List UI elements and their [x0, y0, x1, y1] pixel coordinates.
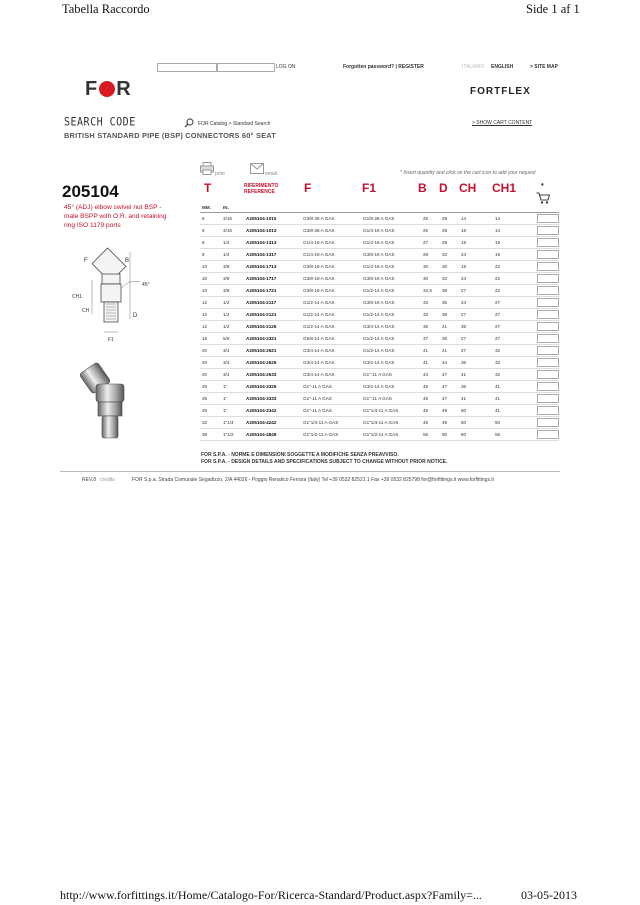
breadcrumb[interactable]: FOR Catalog > Standard Search: [198, 121, 271, 127]
forgotten-password-link[interactable]: Forgotten password? | REGISTER: [343, 64, 424, 70]
print-link[interactable]: print: [215, 171, 225, 177]
cell-reference: A205104-1717: [244, 273, 301, 285]
cell-in: 1/4: [221, 249, 244, 261]
note-italian: FOR S.P.A. - NORME E DIMENSIONI SOGGETTE A MODIFICHE SENZA PREAVVISO.: [201, 452, 399, 458]
cell-b: 30: [421, 261, 440, 273]
quantity-hint: * Insert quantity and click on the cart icon to add your request: [400, 170, 536, 176]
quantity-input[interactable]: [537, 358, 559, 367]
cell-d: 28: [440, 225, 459, 237]
cell-reference: A205104-3333: [244, 393, 301, 405]
cell-f: G1"-11 A GAS: [301, 405, 361, 417]
drawing-label-ch1: CH1: [72, 294, 83, 300]
table-row: [200, 273, 559, 285]
drawing-label-f: F: [84, 258, 88, 264]
cell-mm: 6: [200, 213, 221, 225]
cell-ch: 24: [459, 273, 493, 285]
cell-ch: 60: [459, 429, 493, 441]
drawing-label-d: D: [133, 313, 138, 319]
cell-d: 30: [440, 261, 459, 273]
cell-ch1: 41: [493, 405, 533, 417]
cell-f1: G1/2-14 A GAS: [361, 285, 421, 297]
cell-b: 44: [421, 369, 440, 381]
show-cart-link[interactable]: > SHOW CART CONTENT: [472, 120, 533, 126]
cell-mm: 12: [200, 297, 221, 309]
quantity-cell: [533, 273, 559, 285]
language-english[interactable]: ENGLISH: [491, 64, 514, 70]
cell-mm: 12: [200, 309, 221, 321]
technical-drawing: [70, 244, 170, 352]
cell-in: 1"1/2: [221, 429, 244, 441]
cell-ch1: 22: [493, 273, 533, 285]
cell-reference: A205104-4848: [244, 429, 301, 441]
cell-mm: 6: [200, 225, 221, 237]
cell-mm: 10: [200, 273, 221, 285]
table-row: [200, 369, 559, 381]
quantity-cell: [533, 249, 559, 261]
cell-f1: G1/2-14 A GAS: [361, 309, 421, 321]
magnifier-icon: [184, 118, 194, 128]
cell-reference: A205104-1713: [244, 261, 301, 273]
header-b: B: [418, 181, 427, 195]
cell-in: 3/8: [221, 273, 244, 285]
language-italian[interactable]: ITALIANO: [462, 64, 485, 70]
cell-f: G1/2-14 A GAS: [301, 297, 361, 309]
quantity-cell: [533, 225, 559, 237]
cell-ch1: 22: [493, 285, 533, 297]
cell-f: G3/4-14 A GAS: [301, 345, 361, 357]
cell-in: 3/8: [221, 261, 244, 273]
cell-reference: A205104-2633: [244, 369, 301, 381]
cell-ch1: 32: [493, 369, 533, 381]
cell-reference: A205104-3342: [244, 405, 301, 417]
cell-ch1: 50: [493, 417, 533, 429]
cell-b: 33: [421, 309, 440, 321]
cell-d: 28: [440, 237, 459, 249]
table-row: [200, 381, 559, 393]
cell-ch: 27: [459, 285, 493, 297]
cell-ch1: 41: [493, 381, 533, 393]
cell-f: G1"-11 A GAS: [301, 381, 361, 393]
notes-block: [201, 452, 447, 465]
quantity-cell: [533, 405, 559, 417]
table-row: [200, 297, 559, 309]
quantity-cell: [533, 297, 559, 309]
for-logo[interactable]: [85, 78, 132, 101]
cell-reference: A205104-2321: [244, 333, 301, 345]
header-f1: F1: [362, 181, 377, 195]
cell-f1: G3/8-19 A GAS: [361, 249, 421, 261]
cell-ch1: 19: [493, 237, 533, 249]
cell-b: 46: [421, 405, 440, 417]
cell-f1: G1/4-19 A GAS: [361, 225, 421, 237]
cell-d: 36: [440, 333, 459, 345]
cell-reference: A205104-3326: [244, 381, 301, 393]
password-input[interactable]: [217, 63, 275, 72]
quantity-input[interactable]: [537, 238, 559, 247]
cell-f: G3/8-19 A GAS: [301, 261, 361, 273]
cell-in: 3/8: [221, 285, 244, 297]
cell-reference: A205104-1313: [244, 237, 301, 249]
print-date: 03-05-2013: [521, 888, 577, 902]
cell-b: 32,5: [421, 285, 440, 297]
cell-f1: G1/4-19 A GAS: [361, 261, 421, 273]
cell-f1: G1/2-14 A GAS: [361, 345, 421, 357]
header-ch: CH: [459, 181, 477, 195]
cell-mm: 25: [200, 381, 221, 393]
cell-f: G1/4-19 A GAS: [301, 237, 361, 249]
cell-ch: 50: [459, 417, 493, 429]
cell-reference: A205104-1721: [244, 285, 301, 297]
quantity-cell: [533, 417, 559, 429]
header-d: D: [439, 181, 448, 195]
cell-f1: G3/4-14 A GAS: [361, 321, 421, 333]
cell-f1: G1"-11 A GAS: [361, 393, 421, 405]
cell-mm: 10: [200, 285, 221, 297]
cell-in: 1": [221, 393, 244, 405]
cell-mm: 20: [200, 345, 221, 357]
cell-in: 3/4: [221, 345, 244, 357]
cell-ch1: 55: [493, 429, 533, 441]
cell-reference: A205104-1010: [244, 213, 301, 225]
cell-in: 3/4: [221, 357, 244, 369]
column-mm: MM.: [200, 203, 221, 213]
product-code: 205104: [62, 182, 119, 201]
quantity-input[interactable]: [537, 298, 559, 307]
print-page-number: Side 1 af 1: [526, 2, 580, 16]
cell-f1: G3/4-14 A GAS: [361, 357, 421, 369]
email-icon[interactable]: [250, 163, 264, 174]
cell-f1: G1"1/2-11 A GAS: [361, 429, 421, 441]
quantity-input[interactable]: [537, 310, 559, 319]
header-t: T: [204, 181, 212, 195]
cell-in: 1/2: [221, 309, 244, 321]
cell-f1: G1"-11 A GAS: [361, 369, 421, 381]
cell-ch: 19: [459, 225, 493, 237]
cell-ch: 24: [459, 297, 493, 309]
cell-ch: 27: [459, 333, 493, 345]
quantity-cell: [533, 333, 559, 345]
cell-f: G3/4-14 A GAS: [301, 369, 361, 381]
cell-in: 1/2: [221, 321, 244, 333]
cell-f1: G1/2-14 A GAS: [361, 333, 421, 345]
search-code-title: SEARCH CODE: [64, 116, 136, 129]
quantity-cell: [533, 237, 559, 249]
print-page-title: Tabella Raccordo: [62, 2, 150, 16]
column-in: IN.: [221, 203, 244, 213]
drawing-label-angle: 45°: [142, 282, 150, 288]
quantity-cell: [533, 345, 559, 357]
cell-ch: 19: [459, 237, 493, 249]
cell-b: 41: [421, 345, 440, 357]
cell-reference: A205104-1013: [244, 225, 301, 237]
table-row: [200, 357, 559, 369]
table-row: [200, 333, 559, 345]
cell-d: 49: [440, 405, 459, 417]
table-row: [200, 429, 559, 441]
cell-d: 38: [440, 309, 459, 321]
cell-mm: 16: [200, 333, 221, 345]
cell-ch: 36: [459, 381, 493, 393]
cell-ch1: 22: [493, 261, 533, 273]
fortflex-logo[interactable]: FORTFLEX: [470, 86, 531, 97]
cell-f1: G1"1/4-11 A GAS: [361, 405, 421, 417]
cell-mm: 20: [200, 357, 221, 369]
quantity-input[interactable]: [537, 214, 559, 223]
cell-b: 37: [421, 333, 440, 345]
quantity-cell: [533, 381, 559, 393]
product-photo: [78, 362, 140, 444]
cell-mm: 10: [200, 261, 221, 273]
table-row: [200, 261, 559, 273]
cell-ch: 27: [459, 309, 493, 321]
cell-f: G1"-11 A GAS: [301, 393, 361, 405]
cell-in: 3/4: [221, 369, 244, 381]
quantity-cell: [533, 309, 559, 321]
quantity-cell: [533, 213, 559, 225]
quantity-cell: [533, 369, 559, 381]
cell-ch: 27: [459, 345, 493, 357]
cell-reference: A205104-1317: [244, 249, 301, 261]
table-row: [200, 285, 559, 297]
cell-ch1: 27: [493, 297, 533, 309]
header-ch1: CH1: [492, 181, 517, 195]
quantity-input[interactable]: [537, 382, 559, 391]
product-table: [200, 203, 559, 441]
cell-mm: 20: [200, 369, 221, 381]
cell-in: 1/2: [221, 297, 244, 309]
cell-ch1: 14: [493, 225, 533, 237]
cell-d: 33: [440, 249, 459, 261]
cell-b: 33: [421, 297, 440, 309]
quantity-input[interactable]: [537, 262, 559, 271]
cell-mm: 8: [200, 237, 221, 249]
cell-d: 28: [440, 213, 459, 225]
login-link[interactable]: LOG ON: [276, 64, 296, 70]
cell-d: 44: [440, 357, 459, 369]
table-row: [200, 225, 559, 237]
cell-mm: 32: [200, 417, 221, 429]
email-link[interactable]: email: [265, 171, 277, 177]
cell-f1: G1/8-28 A GAS: [361, 213, 421, 225]
cell-b: 27: [421, 237, 440, 249]
cell-reference: A205104-2117: [244, 297, 301, 309]
cell-mm: 8: [200, 249, 221, 261]
table-row: [200, 417, 559, 429]
logo-letter-r: R: [116, 78, 132, 100]
cell-ch1: 32: [493, 357, 533, 369]
cell-b: 55: [421, 429, 440, 441]
cell-f: G3/8-19 A GAS: [301, 273, 361, 285]
quantity-cell: [533, 261, 559, 273]
cell-d: 41: [440, 321, 459, 333]
cell-in: 3/16: [221, 213, 244, 225]
table-row: [200, 249, 559, 261]
cell-ch: 41: [459, 369, 493, 381]
footer-divider: [60, 471, 560, 472]
cell-f: G3/8-28 A GAS: [301, 225, 361, 237]
cell-f1: G3/8-19 A GAS: [361, 297, 421, 309]
quantity-input[interactable]: [537, 418, 559, 427]
cell-f: G3/8-19 A GAS: [301, 285, 361, 297]
cell-b: 46: [421, 393, 440, 405]
cell-f1: G3/8-19 A GAS: [361, 273, 421, 285]
printer-icon[interactable]: [200, 162, 214, 175]
cell-ch: 36: [459, 321, 493, 333]
cell-ch1: 27: [493, 321, 533, 333]
quantity-input[interactable]: [537, 226, 559, 235]
cell-d: 38: [440, 285, 459, 297]
cell-in: 1": [221, 405, 244, 417]
cell-ch1: 41: [493, 393, 533, 405]
cell-b: 46: [421, 417, 440, 429]
cell-mm: 38: [200, 429, 221, 441]
cell-mm: 12: [200, 321, 221, 333]
cell-b: 46: [421, 381, 440, 393]
cell-reference: A205104-4242: [244, 417, 301, 429]
cell-f: G3/4-14 A GAS: [301, 357, 361, 369]
drawing-label-ch: CH: [82, 308, 90, 314]
company-address: FOR S.p.a. Strada Comunale Segadizzo, 2/A 44026 - Poggio Renatico Ferrara (Italy) Tel +39 0532 82521 1 Fax +39 0532 825798 for@forfittings.it www.forfittings.it: [132, 477, 494, 483]
cell-ch1: 32: [493, 345, 533, 357]
quantity-input[interactable]: [537, 394, 559, 403]
cell-in: 5/8: [221, 333, 244, 345]
cell-ch1: 19: [493, 249, 533, 261]
quantity-input[interactable]: [537, 430, 559, 439]
cell-b: 25: [421, 225, 440, 237]
note-english: FOR S.P.A. - DESIGN DETAILS AND SPECIFICATIONS SUBJECT TO CHANGE WITHOUT PRIOR NOTICE.: [201, 458, 448, 465]
cell-in: 1": [221, 381, 244, 393]
logo-o-icon: [99, 81, 115, 97]
cell-mm: 25: [200, 405, 221, 417]
cell-ch: 50: [459, 405, 493, 417]
cell-in: 1/4: [221, 237, 244, 249]
quantity-input[interactable]: [537, 406, 559, 415]
cell-ch1: 14: [493, 213, 533, 225]
sitemap-link[interactable]: > SITE MAP: [530, 64, 558, 70]
cell-b: 41: [421, 357, 440, 369]
cell-f1: G1"1/4-11 A GAS: [361, 417, 421, 429]
cell-d: 41: [440, 345, 459, 357]
table-row: [200, 237, 559, 249]
quantity-input[interactable]: [537, 334, 559, 343]
cell-b: 25: [421, 213, 440, 225]
cell-f: G3/8-28 A GAS: [301, 213, 361, 225]
cell-d: 47: [440, 393, 459, 405]
cell-reference: A205104-2126: [244, 321, 301, 333]
header-f: F: [304, 181, 312, 195]
table-row: [200, 393, 559, 405]
quantity-input[interactable]: [537, 286, 559, 295]
cell-reference: A205104-2626: [244, 357, 301, 369]
cell-f: G1/4-19 A GAS: [301, 249, 361, 261]
cell-d: 47: [440, 369, 459, 381]
cell-reference: A205104-2121: [244, 309, 301, 321]
table-row: [200, 213, 559, 225]
logo-letter-f: F: [85, 78, 99, 100]
cell-ch: 36: [459, 357, 493, 369]
product-description: 45° (ADJ) elbow swivel nut BSP - male BSPP with O.R. and retaining ring ISO 1179 ports: [64, 204, 167, 229]
cell-ch: 24: [459, 249, 493, 261]
header-reference: RIFERIMENTO REFERENCE: [244, 183, 279, 195]
cell-d: 47: [440, 381, 459, 393]
cell-d: 49: [440, 417, 459, 429]
cell-ch: 19: [459, 261, 493, 273]
table-row: [200, 309, 559, 321]
quantity-input[interactable]: [537, 274, 559, 283]
cell-f: G1"1/4-11 A GAS: [301, 417, 361, 429]
cell-d: 35: [440, 297, 459, 309]
cell-b: 35: [421, 321, 440, 333]
cell-ch1: 27: [493, 309, 533, 321]
quantity-input[interactable]: [537, 250, 559, 259]
quantity-cell: [533, 357, 559, 369]
quantity-input[interactable]: [537, 346, 559, 355]
cell-ch: 41: [459, 393, 493, 405]
table-row: [200, 321, 559, 333]
print-url: http://www.forfittings.it/Home/Catalogo-For/Ricerca-Standard/Product.aspx?Family=...: [60, 888, 482, 902]
cell-d: 60: [440, 429, 459, 441]
cell-ch: 14: [459, 213, 493, 225]
cell-b: 30: [421, 273, 440, 285]
table-row: [200, 405, 559, 417]
cell-f: G5/8-14 A GAS: [301, 333, 361, 345]
quantity-cell: [533, 429, 559, 441]
cell-f1: G1/4-19 A GAS: [361, 237, 421, 249]
cell-b: 28: [421, 249, 440, 261]
cell-f: G1/2-14 A GAS: [301, 309, 361, 321]
drawing-label-f1: F1: [108, 337, 114, 343]
quantity-input[interactable]: [537, 322, 559, 331]
category-heading: BRITISH STANDARD PIPE (BSP) CONNECTORS 60° SEAT: [64, 131, 276, 140]
cell-f: G1"1/2-11 A GAS: [301, 429, 361, 441]
cell-in: 3/16: [221, 225, 244, 237]
table-subheader: [200, 203, 559, 213]
cell-f: G1/2-14 A GAS: [301, 321, 361, 333]
cell-reference: A205104-2621: [244, 345, 301, 357]
table-row: [200, 345, 559, 357]
cell-f1: G3/4-14 A GAS: [361, 381, 421, 393]
cell-d: 33: [440, 273, 459, 285]
quantity-cell: [533, 393, 559, 405]
cell-in: 1"1/4: [221, 417, 244, 429]
drawing-label-b: B: [125, 258, 130, 264]
credits-link[interactable]: credits: [100, 477, 115, 483]
cell-mm: 25: [200, 393, 221, 405]
cell-ch1: 27: [493, 333, 533, 345]
header-star: *: [541, 183, 544, 190]
username-input[interactable]: [157, 63, 217, 72]
quantity-input[interactable]: [537, 370, 559, 379]
quantity-cell: [533, 321, 559, 333]
quantity-cell: [533, 285, 559, 297]
revision-label: REV.8: [82, 477, 96, 483]
